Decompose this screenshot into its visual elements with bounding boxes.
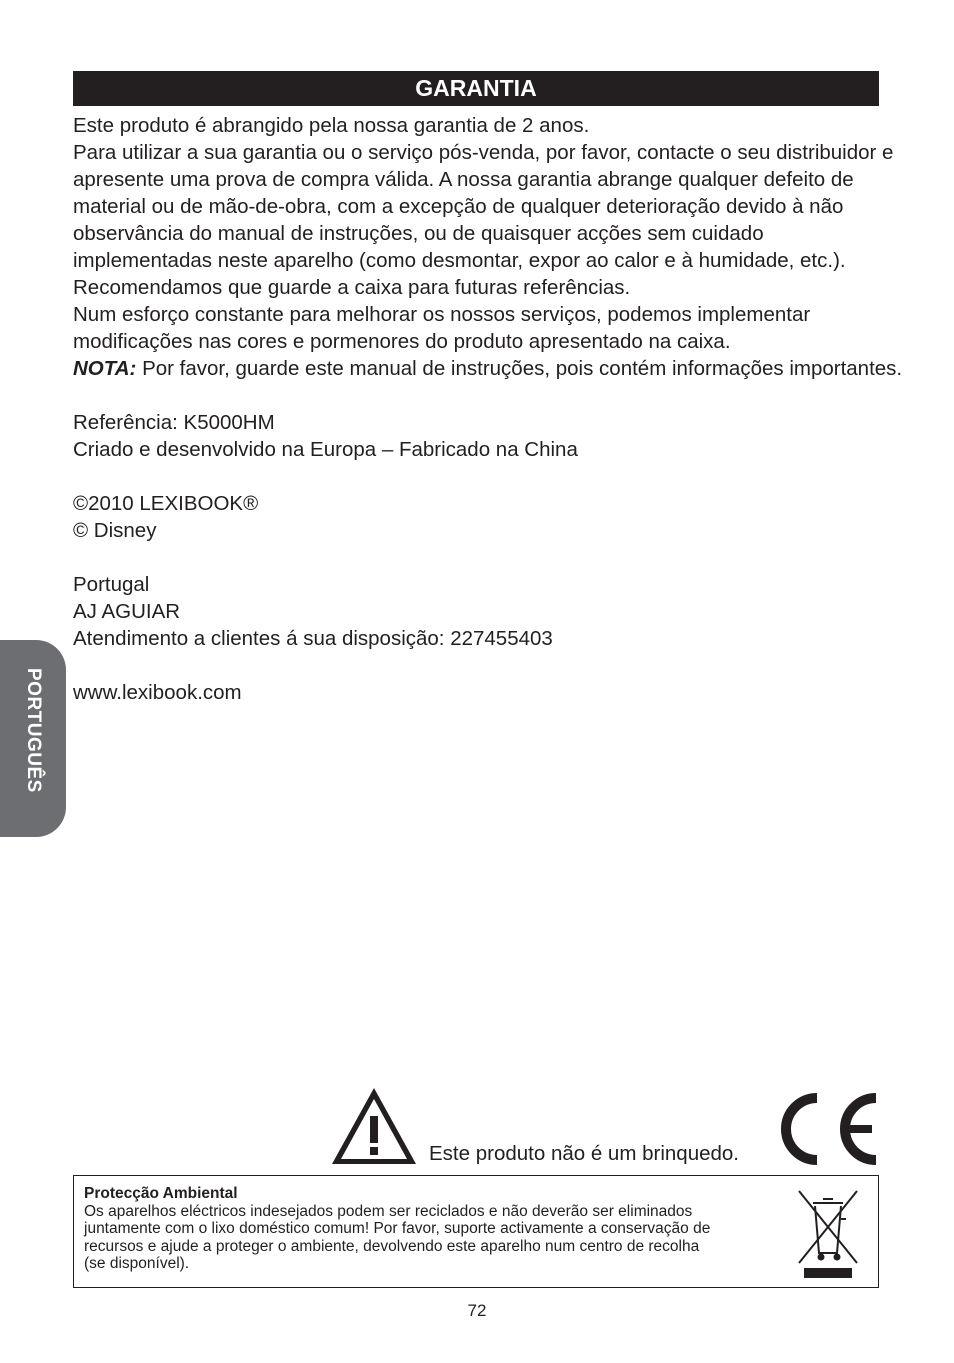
product-changes-note: Num esforço constante para melhorar os nossos serviços, podemos implementar modificações nas cores e pormenores do produto apresentado na caixa. (73, 303, 811, 353)
product-reference: Referência: K5000HM (73, 411, 275, 434)
environment-title: Protecção Ambiental (84, 1185, 238, 1202)
warranty-text (73, 112, 903, 706)
warranty-period: Este produto é abrangido pela nossa garantia de 2 anos. (73, 114, 590, 137)
website-link[interactable]: www.lexibook.com (73, 681, 242, 704)
toy-warning-text: Este produto não é um brinquedo. (429, 1142, 739, 1165)
ce-mark-icon (770, 1089, 882, 1169)
contact-support: Atendimento a clientes á sua disposição: 227455403 (73, 627, 553, 650)
environment-line: (se disponível). (84, 1255, 190, 1272)
warranty-terms: Para utilizar a sua garantia ou o serviço pós-venda, por favor, contacte o seu distribuidor e apresente uma prova de compra válida. A nossa garantia abrange qualquer defeito de material ou de mão-de-obra, com a excepção de qualquer deterioração devido à não observância do manual de instruções, ou de quaisquer acções sem cuidado implementadas neste aparelho (como desmontar, expor ao calor e à humidade, etc.). Recomendamos que guarde a caixa para futuras referências. (73, 141, 894, 299)
nota-paragraph (73, 355, 903, 382)
copyright-disney: © Disney (73, 519, 157, 542)
warning-triangle-icon (329, 1085, 419, 1167)
language-tab-label: PORTUGUÊS (23, 668, 44, 793)
nota-label: NOTA: (73, 357, 137, 380)
environment-line: recursos e ajude a proteger o ambiente, devolvendo este aparelho num centro de recolha (84, 1237, 700, 1255)
environment-line: Os aparelhos eléctricos indesejados podem ser reciclados e não deverão ser eliminados (84, 1202, 693, 1220)
product-origin: Criado e desenvolvido na Europa – Fabricado na China (73, 438, 578, 461)
contact-country: Portugal (73, 573, 150, 596)
section-title: GARANTIA (73, 71, 879, 106)
environment-line: juntamente com o lixo doméstico comum! Por favor, suporte activamente a conservação de (84, 1220, 711, 1237)
crossed-bin-icon (797, 1189, 859, 1279)
page-number: 72 (467, 1301, 487, 1320)
environment-notice (73, 1175, 879, 1288)
contact-company: AJ AGUIAR (73, 600, 181, 623)
copyright-lexibook: ©2010 LEXIBOOK® (73, 492, 259, 515)
nota-text: Por favor, guarde este manual de instruções, pois contém informações importantes. (136, 357, 903, 380)
